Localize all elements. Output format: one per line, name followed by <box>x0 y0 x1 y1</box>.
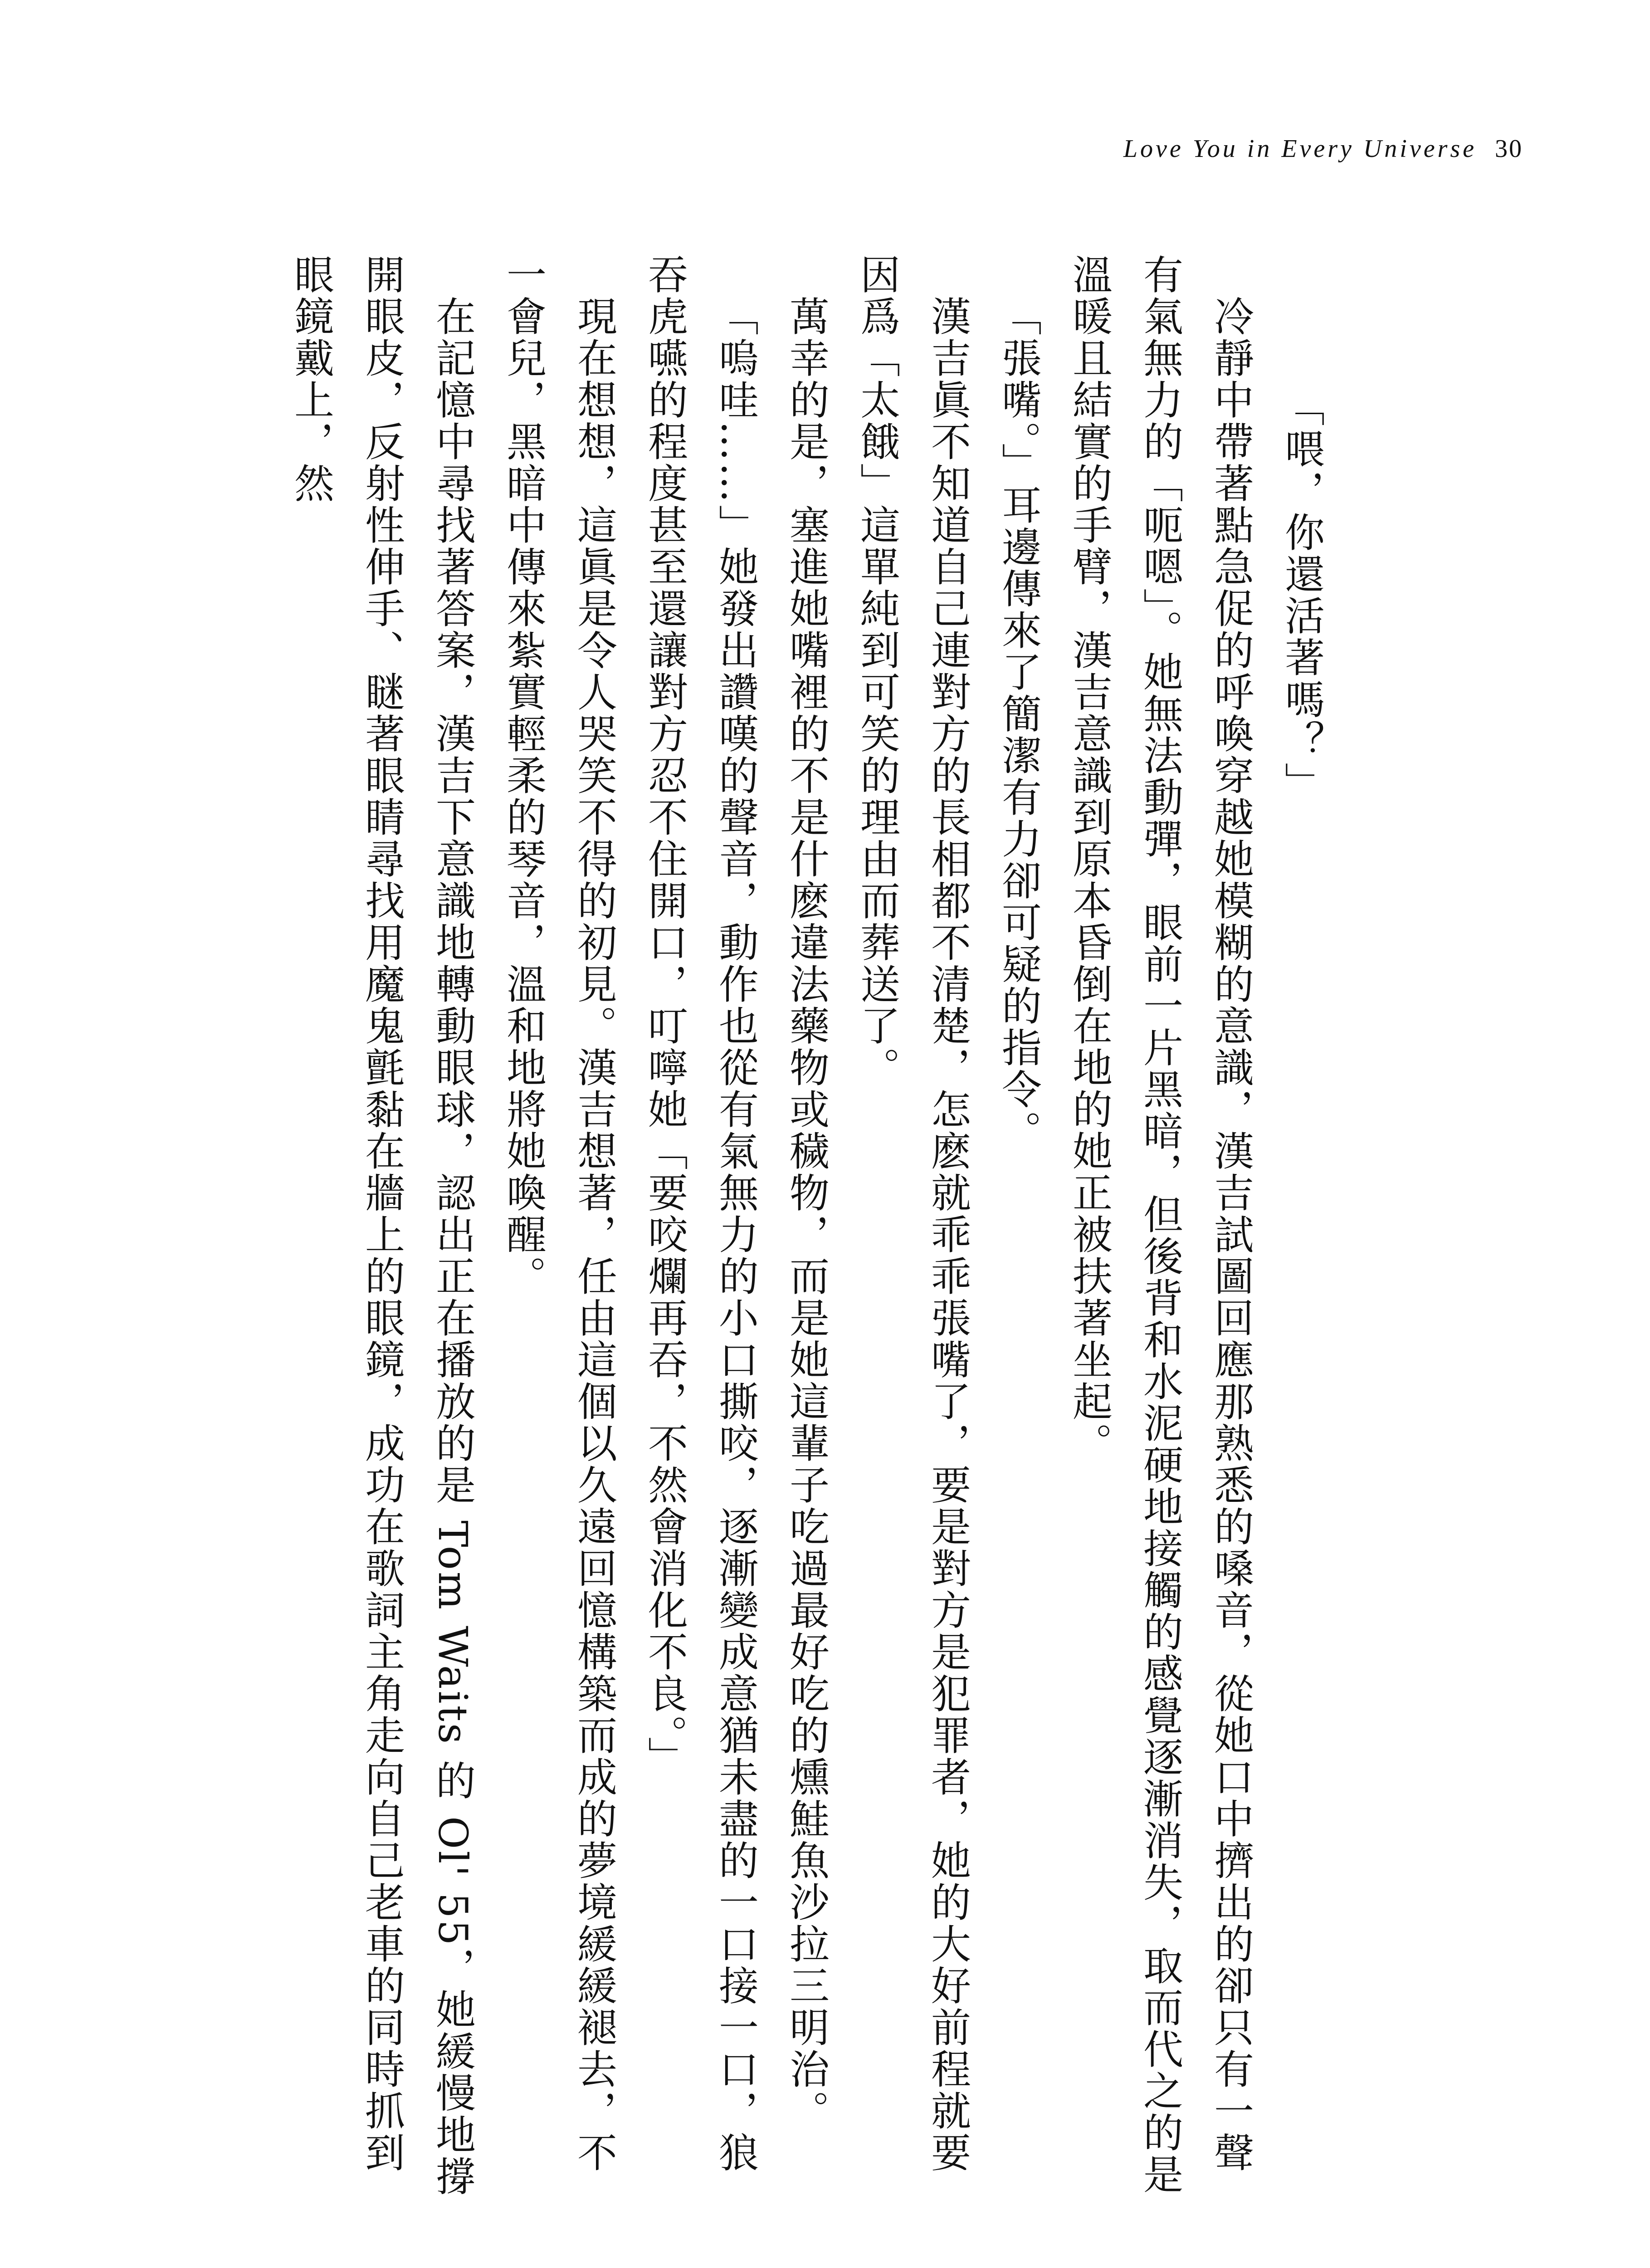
paragraph-8: 在記憶中尋找著答案，漢吉下意識地轉動眼球，認出正在播放的是 Tom Waits 的 Ol' 55，她緩慢地撐開眼皮，反射性伸手、瞇著眼睛尋找用魔鬼氈黏在牆上的眼鏡，成功在歌詞主角走向自己老車的同時抓到眼鏡戴上，然 <box>288 254 476 2198</box>
vertical-text-body <box>212 254 1337 2214</box>
paragraph-7: 現在想想，這眞是令人哭笑不得的初見。漢吉想著，任由這個以久遠回憶構築而成的夢境緩緩褪去，不一會兒，黑暗中傳來紮實輕柔的琴音，溫和地將她喚醒。 <box>500 254 618 2174</box>
paragraph-6: 「嗚哇……」她發出讚嘆的聲音，動作也從有氣無力的小口撕咬，逐漸變成意猶未盡的一口接一口，狼吞虎嚥的程度甚至還讓對方忍不住開口，叮嚀她「要咬爛再吞，不然會消化不良。」 <box>642 254 759 2174</box>
page-number: 30 <box>1495 135 1523 163</box>
paragraph-3: 「張嘴。」耳邊傳來了簡潔有力卻可疑的指令。 <box>996 296 1042 1152</box>
paragraph-5: 萬幸的是，塞進她嘴裡的不是什麽違法藥物或穢物，而是她這輩子吃過最好吃的燻鮭魚沙拉三明治。 <box>783 296 830 2132</box>
paragraph-1: 「喂，你還活著嗎？」 <box>1279 386 1325 804</box>
book-title: Love You in Every Universe <box>1123 135 1477 163</box>
running-header <box>1123 134 1523 163</box>
paragraph-2: 冷靜中帶著點急促的呼喚穿越她模糊的意識，漢吉試圖回應那熟悉的嗓音，從她口中擠出的卻只有一聲有氣無力的「呃嗯」。她無法動彈，眼前一片黑暗，但後背和水泥硬地接觸的感覺逐漸消失，取而代之的是溫暖且結實的手臂，漢吉意識到原本昏倒在地的她正被扶著坐起。 <box>1066 254 1255 2195</box>
paragraph-4: 漢吉眞不知道自己連對方的長相都不清楚，怎麽就乖乖張嘴了，要是對方是犯罪者，她的大好前程就要因爲「太餓」這單純到可笑的理由而葬送了。 <box>854 254 971 2174</box>
